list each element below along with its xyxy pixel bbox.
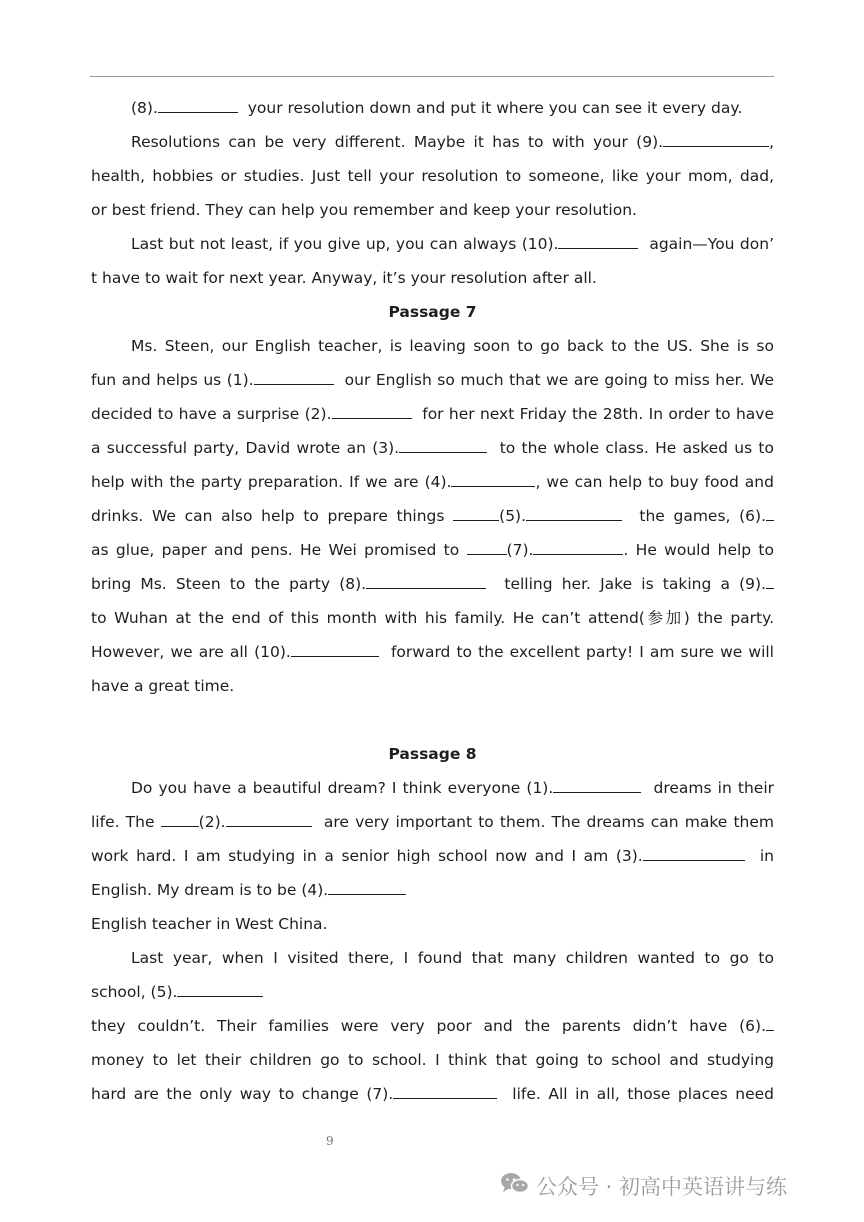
text-line: a successful party, David wrote an (3). to the whole class. He asked us to bbox=[91, 431, 774, 465]
text-line: However, we are all (10). forward to the excellent party! I am sure we will bbox=[91, 635, 774, 669]
passage-7-title: Passage 7 bbox=[388, 303, 477, 321]
answer-blank bbox=[161, 810, 199, 827]
answer-blank bbox=[453, 504, 499, 521]
answer-blank bbox=[553, 776, 641, 793]
watermark: 公众号 · 初高中英语讲与练 bbox=[500, 1170, 787, 1204]
answer-blank bbox=[766, 1014, 774, 1031]
answer-blank bbox=[366, 572, 486, 589]
document-body bbox=[91, 91, 774, 1111]
text-line: English teacher in West China. bbox=[91, 915, 328, 933]
text-line: decided to have a surprise (2). for her next Friday the 28th. In order to have bbox=[91, 397, 774, 431]
text-line: help with the party preparation. If we are (4). , we can help to buy food and bbox=[91, 465, 774, 499]
text-line: as glue, paper and pens. He Wei promised to (7). . He would help to bbox=[91, 533, 774, 567]
text-line: English. My dream is to be (4). bbox=[91, 873, 774, 907]
answer-blank bbox=[766, 504, 774, 521]
answer-blank bbox=[451, 470, 535, 487]
text-line: work hard. I am studying in a senior high school now and I am (3). in bbox=[91, 839, 774, 873]
answer-blank bbox=[393, 1082, 497, 1099]
text-line: they couldn’t. Their families were very poor and the parents didn’t have (6). bbox=[91, 1009, 774, 1043]
text-line: bring Ms. Steen to the party (8). telling her. Jake is taking a (9). bbox=[91, 567, 774, 601]
text-line: or best friend. They can help you remember and keep your resolution. bbox=[91, 201, 637, 219]
text-line: school, (5). bbox=[91, 975, 774, 1009]
text-line: (8). your resolution down and put it where you can see it every day. bbox=[91, 91, 774, 125]
answer-blank bbox=[291, 640, 379, 657]
text-line: have a great time. bbox=[91, 677, 235, 695]
text-line: Do you have a beautiful dream? I think everyone (1). dreams in their bbox=[91, 771, 774, 805]
text-line: t have to wait for next year. Anyway, it’s your resolution after all. bbox=[91, 269, 597, 287]
answer-blank bbox=[177, 980, 263, 997]
text-line: to Wuhan at the end of this month with his family. He can’t attend(参加) the party. bbox=[91, 609, 774, 627]
passage-8-title: Passage 8 bbox=[388, 745, 477, 763]
answer-blank bbox=[226, 810, 312, 827]
text-line: health, hobbies or studies. Just tell your resolution to someone, like your mom, dad, bbox=[91, 167, 774, 185]
answer-blank bbox=[663, 130, 769, 147]
text-line: money to let their children go to school. I think that going to school and studying bbox=[91, 1051, 774, 1069]
page-number: 9 bbox=[326, 1134, 334, 1148]
answer-blank bbox=[332, 402, 412, 419]
answer-blank bbox=[533, 538, 623, 555]
answer-blank bbox=[558, 232, 638, 249]
header-rule bbox=[90, 76, 774, 77]
answer-blank bbox=[467, 538, 507, 555]
text-line: Last year, when I visited there, I found that many children wanted to go to bbox=[131, 949, 774, 967]
answer-blank bbox=[158, 96, 238, 113]
text-line: hard are the only way to change (7). life. All in all, those places need bbox=[91, 1077, 774, 1111]
answer-blank bbox=[766, 572, 774, 589]
answer-blank bbox=[254, 368, 334, 385]
answer-blank bbox=[643, 844, 745, 861]
answer-blank bbox=[328, 878, 406, 895]
wechat-icon bbox=[500, 1171, 530, 1205]
text-line: Last but not least, if you give up, you can always (10). again—You don’ bbox=[91, 227, 774, 261]
text-line: Ms. Steen, our English teacher, is leaving soon to go back to the US. She is so bbox=[131, 337, 774, 355]
text-line: drinks. We can also help to prepare things (5). the games, (6). bbox=[91, 499, 774, 533]
text-line: Resolutions can be very different. Maybe it has to with your (9). , bbox=[91, 125, 774, 159]
text-line: fun and helps us (1). our English so much that we are going to miss her. We bbox=[91, 363, 774, 397]
answer-blank bbox=[399, 436, 487, 453]
answer-blank bbox=[526, 504, 622, 521]
text-line: life. The (2). are very important to them. The dreams can make them bbox=[91, 805, 774, 839]
